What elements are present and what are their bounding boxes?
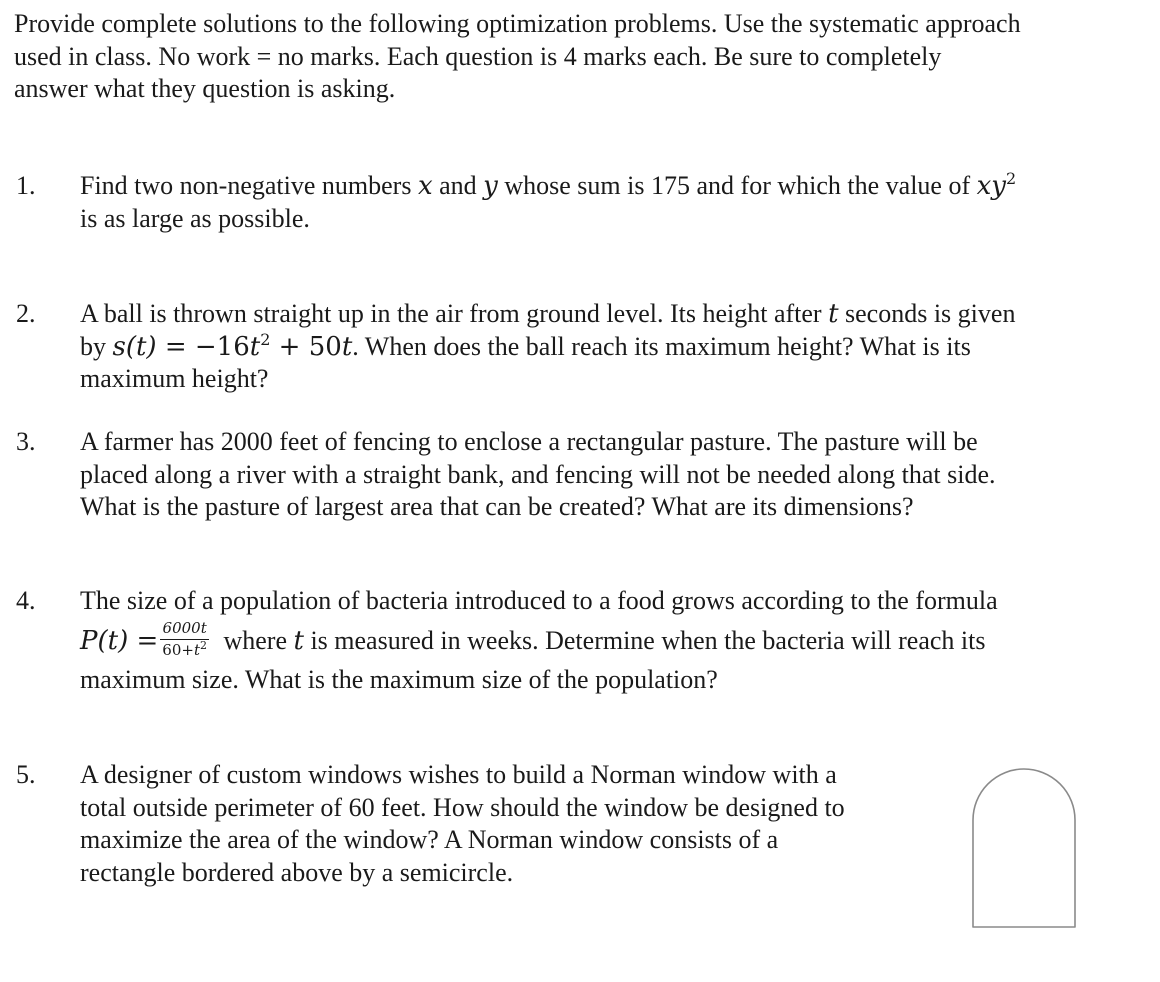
question-line: maximum height? — [80, 364, 269, 393]
text-segment: . When does the ball reach its maximum height? What is its — [352, 331, 971, 361]
math-variable: t — [293, 625, 304, 656]
math-variable: y — [483, 171, 498, 201]
question-text — [80, 170, 1016, 235]
math-exponent: 2 — [199, 639, 207, 653]
question-line: placed along a river with a straight bank, and fencing will not be needed along that side. — [80, 459, 996, 489]
text-segment: whose sum is 175 and for which the value of — [497, 171, 977, 200]
question-line: total outside perimeter of 60 feet. How should the window be designed to — [80, 792, 845, 822]
math-operator: + 50 — [270, 331, 342, 362]
question-line — [80, 618, 998, 664]
question-number: 4. — [16, 586, 36, 615]
question-line: is as large as possible. — [80, 203, 310, 233]
question-line: A designer of custom windows wishes to build a Norman window with a — [80, 760, 837, 789]
question-line: The size of a population of bacteria introduced to a food grows according to the formula — [80, 586, 998, 615]
question-line: rectangle bordered above by a semicircle. — [80, 857, 514, 887]
question-text — [80, 298, 1015, 396]
math-function: s(t) — [112, 331, 157, 362]
question-number: 5. — [16, 760, 36, 789]
question-number: 2. — [16, 299, 36, 328]
norman-window-outline — [973, 769, 1075, 927]
math-function: P(t) — [80, 625, 129, 656]
text-segment: where — [216, 625, 294, 655]
math-expression: xy — [976, 171, 1006, 201]
text-segment: seconds is given — [838, 299, 1016, 328]
instructions — [14, 8, 1134, 106]
text-segment: is measured in weeks. Determine when the bacteria will reach its — [303, 625, 986, 655]
question-number: 3. — [16, 427, 36, 456]
question-text — [80, 759, 845, 889]
question-line — [80, 298, 1015, 331]
math-variable: x — [417, 171, 433, 201]
question-text — [80, 585, 998, 696]
question-line — [80, 170, 1016, 203]
instructions-line-1: Provide complete solutions to the following optimization problems. Use the systematic approach — [14, 9, 1021, 38]
question-line: What is the pasture of largest area that can be created? What are its dimensions? — [80, 492, 914, 521]
question-line: maximize the area of the window? A Norman window consists of a — [80, 825, 779, 854]
question-line: A farmer has 2000 feet of fencing to enclose a rectangular pasture. The pasture will be — [80, 427, 978, 456]
instructions-line-2: used in class. No work = no marks. Each question is 4 marks each. Be sure to completely — [14, 41, 942, 71]
math-expression: 6000t — [162, 619, 207, 638]
text-segment: by — [80, 331, 113, 361]
question-line — [80, 331, 1015, 364]
instructions-line-3: answer what they question is asking. — [14, 74, 396, 103]
math-variable: t — [828, 299, 839, 329]
text-segment: Find two non-negative numbers — [80, 171, 418, 200]
text-segment: A ball is thrown straight up in the air from ground level. Its height after — [80, 299, 829, 328]
math-exponent: 2 — [1005, 169, 1017, 188]
text-segment: and — [432, 171, 484, 200]
math-fraction — [160, 620, 209, 659]
math-operator: = −16 — [156, 331, 250, 362]
fraction-numerator — [160, 620, 209, 640]
norman-window-figure — [968, 762, 1080, 932]
math-exponent: 2 — [260, 329, 271, 349]
math-expression: 60+ — [162, 641, 194, 660]
math-variable: t — [249, 331, 261, 362]
fraction-denominator — [160, 640, 209, 659]
question-number: 1. — [16, 171, 36, 200]
math-variable: t — [193, 641, 200, 660]
question-text — [80, 426, 995, 524]
question-line: maximum size. What is the maximum size of the population? — [80, 664, 718, 694]
math-variable: t — [341, 331, 353, 362]
math-operator: = — [128, 625, 159, 656]
